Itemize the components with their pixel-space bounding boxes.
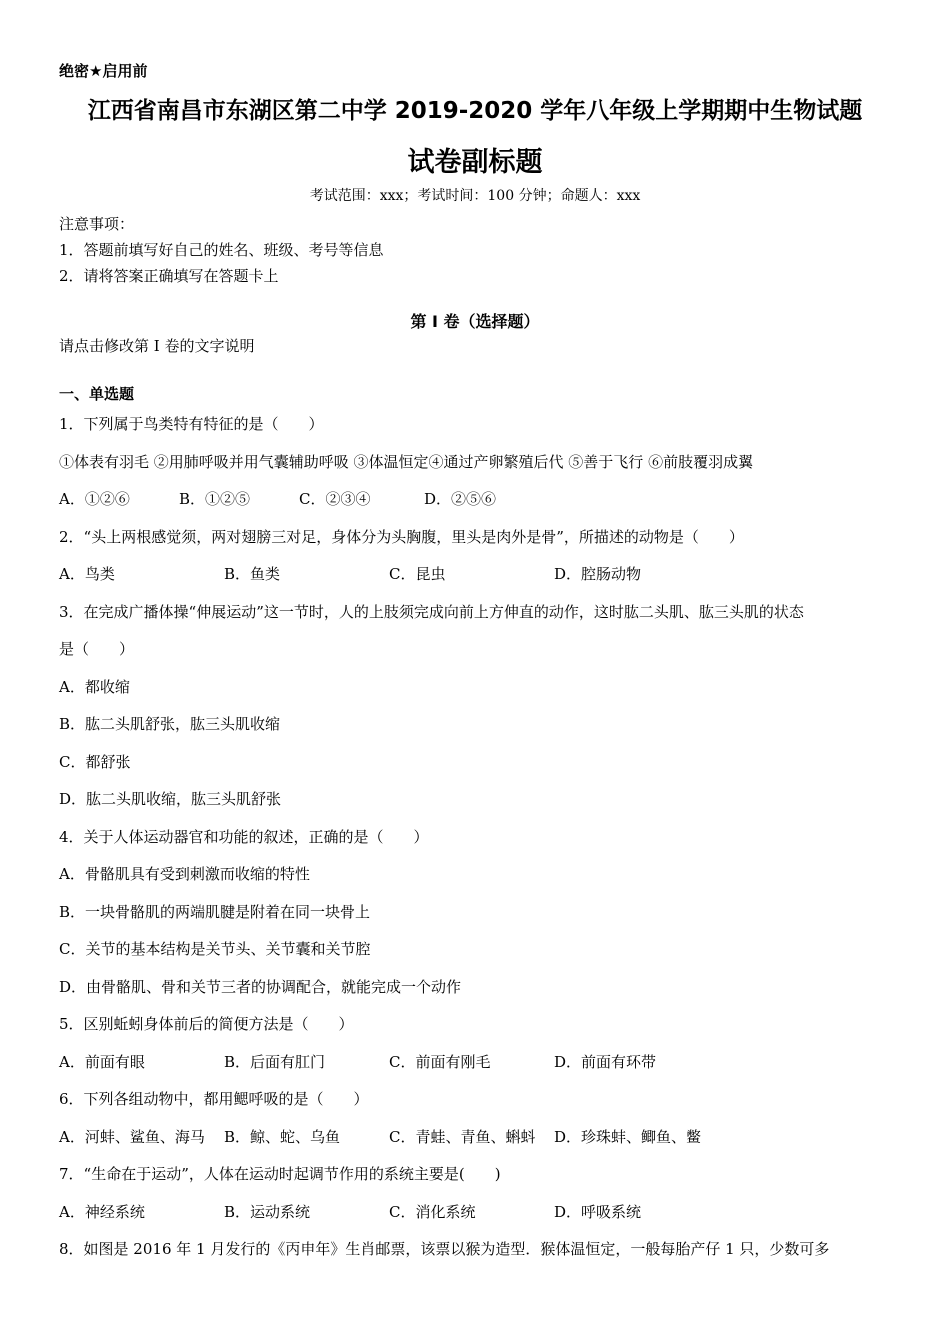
option-c[interactable]: C．昆虫: [389, 565, 446, 583]
notes-block: [59, 211, 384, 289]
question-3-stem-continued: 是（ ）: [59, 640, 135, 658]
option-a[interactable]: A．神经系统: [59, 1202, 145, 1221]
option-a[interactable]: A．鸟类: [59, 565, 115, 583]
option-d[interactable]: D．腔肠动物: [554, 565, 642, 583]
question-8-stem: 8．如图是 2016 年 1 月发行的《丙申年》生肖邮票，该票以猴为造型．猴体温恒定，一般每胎产仔 1 只，少数可多: [59, 1240, 830, 1258]
question-6-stem: 6．下列各组动物中，都用鳃呼吸的是（ ）: [59, 1090, 369, 1108]
section-description: 请点击修改第 I 卷的文字说明: [59, 337, 255, 355]
option-c[interactable]: C．都舒张: [59, 752, 131, 771]
exam-info: 考试范围：xxx；考试时间：100 分钟；命题人：xxx: [309, 188, 641, 204]
question-5-options: [59, 1048, 899, 1086]
question-7-options: [59, 1198, 899, 1236]
option-a[interactable]: A．①②⑥: [59, 490, 130, 508]
option-b[interactable]: B．①②⑤: [179, 490, 251, 508]
question-1-stem: 1．下列属于鸟类特有特征的是（ ）: [59, 415, 324, 433]
question-7-stem: 7．“生命在于运动”，人体在运动时起调节作用的系统主要是( ): [59, 1165, 501, 1183]
notes-item: 1．答题前填写好自己的姓名、班级、考号等信息: [59, 241, 384, 259]
question-3-stem: 3．在完成广播体操“伸展运动”这一节时，人的上肢须完成向前上方伸直的动作，这时肱二头肌、肱三头肌的状态: [59, 602, 804, 621]
option-d[interactable]: D．前面有环带: [554, 1052, 657, 1071]
exam-subtitle: 试卷副标题: [407, 147, 543, 178]
option-d[interactable]: D．②⑤⑥: [424, 490, 497, 508]
option-b[interactable]: B．鱼类: [224, 565, 281, 583]
question-1-statements: ①体表有羽毛 ②用肺呼吸并用气囊辅助呼吸 ③体温恒定④通过产卵繁殖后代 ⑤善于飞行 ⑥前肢覆羽成翼: [59, 452, 754, 471]
notes-heading: 注意事项：: [59, 215, 135, 233]
question-6-options: [59, 1123, 899, 1161]
question-4-stem: 4．关于人体运动器官和功能的叙述，正确的是（ ）: [59, 827, 429, 846]
option-b[interactable]: B．后面有肛门: [224, 1052, 326, 1071]
option-c[interactable]: C．关节的基本结构是关节头、关节囊和关节腔: [59, 940, 371, 958]
question-1-options: [59, 485, 899, 523]
option-d[interactable]: D．珍珠蚌、鲫鱼、鳖: [554, 1127, 702, 1146]
option-a[interactable]: A．前面有眼: [59, 1052, 145, 1071]
part-heading: 一、单选题: [59, 385, 135, 403]
section-title: 第 I 卷（选择题）: [410, 312, 540, 331]
option-a[interactable]: A．骨骼肌具有受到刺激而收缩的特性: [59, 865, 310, 883]
question-list: [59, 410, 899, 1273]
option-c[interactable]: C．消化系统: [389, 1202, 476, 1221]
option-d[interactable]: D．呼吸系统: [554, 1202, 642, 1221]
exam-title: 江西省南昌市东湖区第二中学 2019-2020 学年八年级上学期期中生物试题: [87, 98, 863, 124]
option-b[interactable]: B．鲸、蛇、乌鱼: [224, 1127, 341, 1146]
option-b[interactable]: B．运动系统: [224, 1202, 311, 1221]
option-c[interactable]: C．②③④: [299, 490, 371, 508]
question-2-stem: 2．“头上两根感觉须，两对翅膀三对足，身体分为头胸腹，里头是肉外是骨”，所描述的动物是（ ）: [59, 527, 744, 546]
option-a[interactable]: A．都收缩: [59, 677, 130, 696]
confidential-label: 绝密★启用前: [59, 62, 148, 80]
question-2-options: [59, 560, 899, 598]
option-c[interactable]: C．前面有刚毛: [389, 1052, 491, 1071]
option-d[interactable]: D．肱二头肌收缩，肱三头肌舒张: [59, 790, 282, 808]
option-b[interactable]: B．一块骨骼肌的两端肌腱是附着在同一块骨上: [59, 902, 371, 921]
option-a[interactable]: A．河蚌、鲨鱼、海马: [59, 1127, 205, 1146]
option-d[interactable]: D．由骨骼肌、骨和关节三者的协调配合，就能完成一个动作: [59, 977, 462, 996]
option-c[interactable]: C．青蛙、青鱼、蝌蚪: [389, 1127, 536, 1146]
notes-item: 2．请将答案正确填写在答题卡上: [59, 267, 279, 285]
option-b[interactable]: B．肱二头肌舒张，肱三头肌收缩: [59, 715, 281, 733]
question-5-stem: 5．区别蚯蚓身体前后的简便方法是（ ）: [59, 1015, 354, 1033]
